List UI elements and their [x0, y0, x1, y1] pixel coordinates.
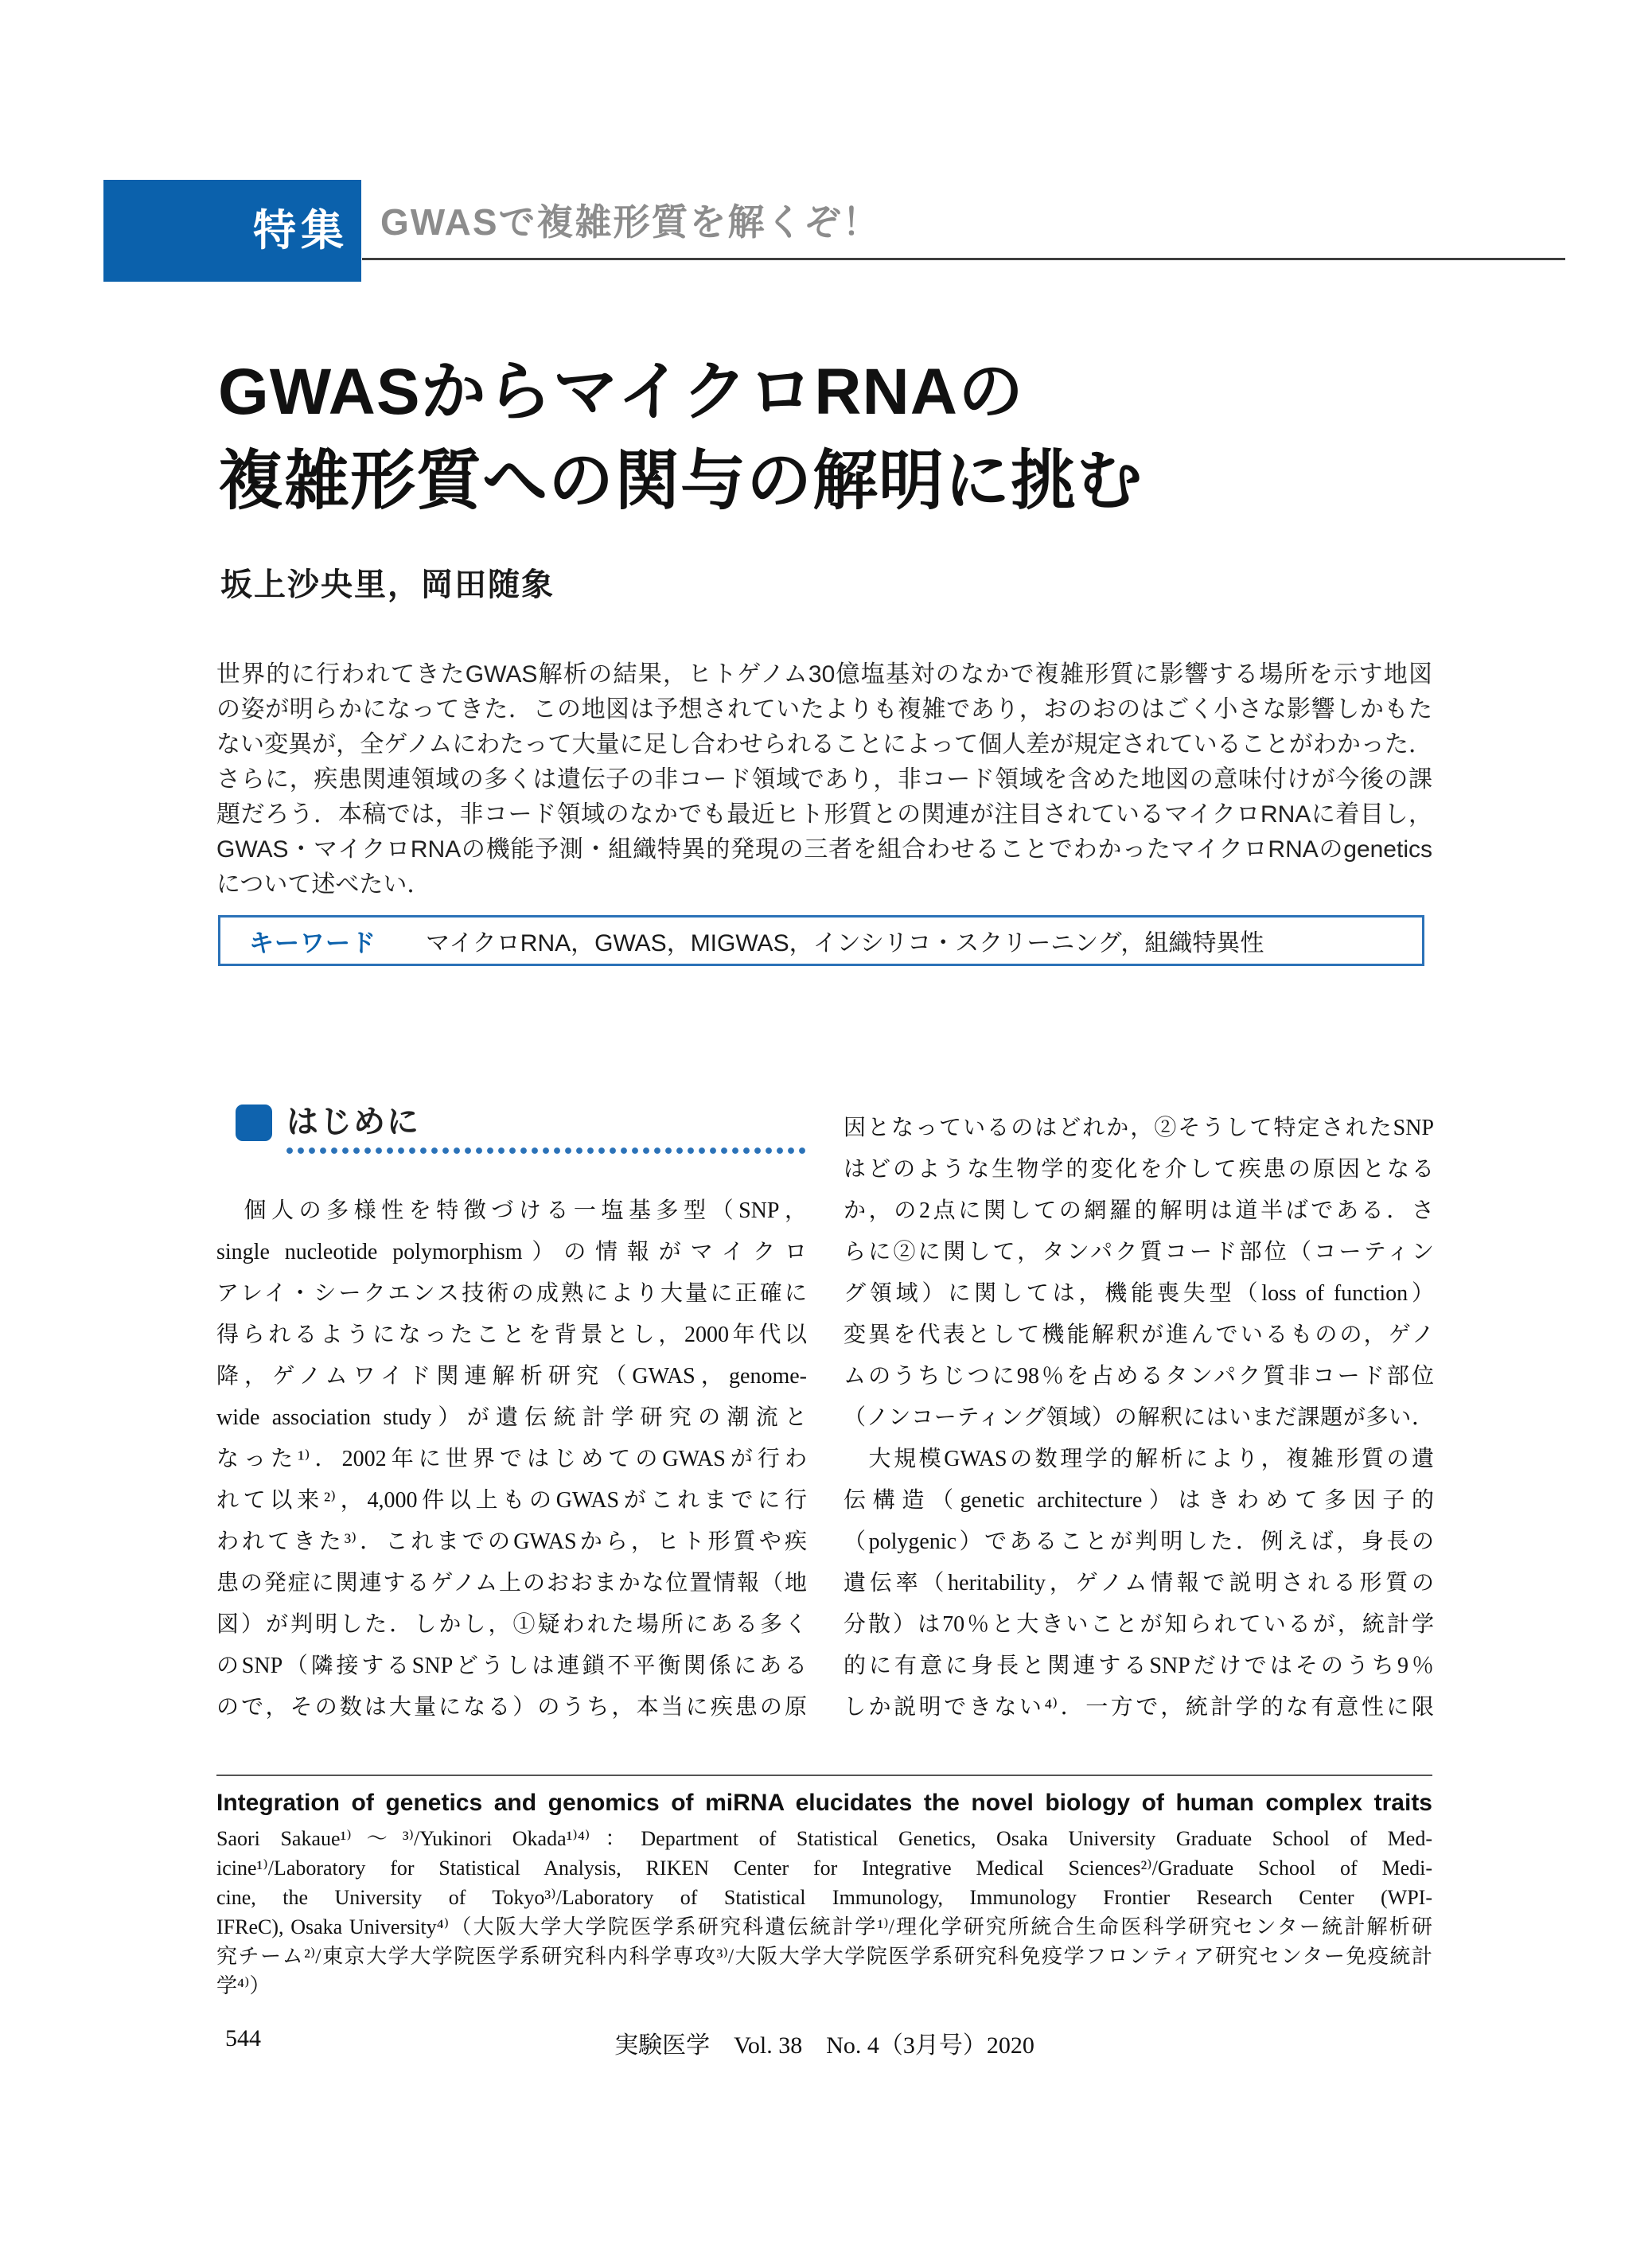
keywords-box — [218, 915, 1424, 966]
body-line: （ノンコーティング領域）の解釈にはいまだ課題が多い． — [844, 1405, 1434, 1430]
body-line: wide association study）が遺伝統計学研究の潮流と — [216, 1405, 807, 1430]
footnote-line: cine, the University of Tokyo³⁾/Laboratory of Statistical Immunology, Immunology Frontier Research Center (WPI- — [216, 1886, 1432, 1909]
journal-info: 実験医学 Vol. 38 No. 4（3月号）2020 — [614, 2032, 1034, 2059]
section-dotted-rule — [286, 1147, 805, 1155]
article-title-line1: GWASからマイクロRNAの — [218, 356, 1024, 428]
body-line: 分散）は70％と大きいことが知られているが，統計学 — [844, 1612, 1434, 1637]
series-label: 特集 — [253, 207, 349, 255]
body-line: ムのうちじつに98％を占めるタンパク質非コード部位 — [844, 1364, 1434, 1389]
body-line: 得られるようになったことを背景とし，2000年代以 — [216, 1323, 807, 1347]
section-title: はじめに — [286, 1105, 420, 1140]
body-line: はどのような生物学的変化を介して疾患の原因となる — [844, 1157, 1434, 1182]
body-line: 降，ゲノムワイド関連解析研究（GWAS，genome- — [216, 1364, 807, 1389]
series-title: GWASで複雑形質を解くぞ！ — [380, 201, 881, 243]
body-line: ので，その数は大量になる）のうち，本当に疾患の原 — [216, 1695, 807, 1720]
body-line: 変異を代表として機能解釈が進んでいるものの，ゲノ — [844, 1323, 1434, 1347]
body-line: 患の発症に関連するゲノム上のおおまかな位置情報（地 — [216, 1571, 807, 1595]
body-line: れて以来²⁾，4,000件以上ものGWASがこれまでに行 — [216, 1488, 807, 1513]
abstract-line: 世界的に行われてきたGWAS解析の結果，ヒトゲノム30億塩基対のなかで複雑形質に影響する場所を示す地図 — [216, 661, 1432, 688]
body-line: （polygenic）であることが判明した．例えば，身長の — [844, 1529, 1434, 1554]
footnote-title-en: Integration of genetics and genomics of miRNA elucidates the novel biology of human complex traits — [216, 1790, 1432, 1816]
keywords-label: キーワード — [249, 929, 376, 957]
authors: 坂上沙央里，岡田随象 — [220, 567, 555, 602]
body-line: われてきた³⁾．これまでのGWASから，ヒト形質や疾 — [216, 1529, 807, 1554]
body-line: のSNP（隣接するSNPどうしは連鎖不平衡関係にある — [216, 1654, 807, 1678]
body-line: 因となっているのはどれか，②そうして特定されたSNP — [844, 1116, 1434, 1140]
article-title-line2: 複雑形質への関与の解明に挑む — [218, 445, 1144, 517]
body-column-left — [216, 1190, 807, 1728]
footnote-line: IFReC), Osaka University⁴⁾（大阪大学大学院医学系研究科遺伝統計学¹⁾/理化学研究所統合生命医科学研究センター統計解析研 — [216, 1915, 1432, 1938]
abstract — [216, 657, 1432, 902]
footnote-line: 学⁴⁾） — [216, 1974, 271, 1997]
body-line: か，の2点に関しての網羅的解明は道半ばである．さ — [844, 1198, 1434, 1223]
body-line: 的に有意に身長と関連するSNPだけではそのうち9％ — [844, 1654, 1434, 1678]
footnote-line: Saori Sakaue¹⁾～³⁾/Yukinori Okada¹⁾⁴⁾：Department of Statistical Genetics, Osaka University Graduate School of Med- — [216, 1827, 1432, 1850]
keywords-text: マイクロRNA，GWAS，MIGWAS，インシリコ・スクリーニング，組織特異性 — [426, 930, 1264, 956]
body-line: グ領域）に関しては，機能喪失型（loss of function） — [844, 1281, 1434, 1306]
section-marker-icon — [236, 1105, 272, 1141]
body-line: 大規模GWASの数理学的解析により，複雑形質の遺 — [844, 1447, 1434, 1471]
abstract-line: さらに，疾患関連領域の多くは遺伝子の非コード領域であり，非コード領域を含めた地図の意味付けが今後の課 — [216, 766, 1432, 793]
header-rule — [362, 258, 1565, 260]
abstract-line: GWAS・マイクロRNAの機能予測・組織特異的発現の三者を組合わせることでわかったマイクロRNAのgenetics — [216, 836, 1432, 863]
body-column-right — [844, 1108, 1434, 1728]
footnote-affiliations — [216, 1824, 1432, 2001]
footnote-line: 究チーム²⁾/東京大学大学院医学系研究科内科学専攻³⁾/大阪大学大学院医学系研究科免疫学フロンティア研究センター免疫統計 — [216, 1945, 1432, 1968]
page-number: 544 — [225, 2025, 261, 2051]
body-line: しか説明できない⁴⁾．一方で，統計学的な有意性に限 — [844, 1695, 1434, 1720]
abstract-line: 題だろう．本稿では，非コード領域のなかでも最近ヒト形質との関連が注目されているマイクロRNAに着目し， — [216, 801, 1432, 828]
body-line: 個人の多様性を特徴づける一塩基多型（SNP， — [216, 1198, 807, 1223]
body-line: 伝構造（genetic architecture）はきわめて多因子的 — [844, 1488, 1434, 1513]
series-label-box — [103, 180, 361, 282]
article-title — [218, 348, 1143, 526]
body-line: なった¹⁾．2002年に世界ではじめてのGWASが行わ — [216, 1447, 807, 1471]
body-line: single nucleotide polymorphism）の情報がマイクロ — [216, 1240, 807, 1264]
body-line: 遺伝率（heritability，ゲノム情報で説明される形質の — [844, 1571, 1434, 1595]
body-line: 図）が判明した．しかし，①疑われた場所にある多く — [216, 1612, 807, 1637]
body-line: アレイ・シークエンス技術の成熟により大量に正確に — [216, 1281, 807, 1306]
abstract-line: について述べたい． — [216, 871, 431, 898]
body-line: らに②に関して，タンパク質コード部位（コーティン — [844, 1240, 1434, 1264]
footnote-separator — [216, 1775, 1432, 1776]
abstract-line: の姿が明らかになってきた．この地図は予想されていたよりも複雑であり，おのおのはごく小さな影響しかもた — [216, 696, 1432, 723]
footnote-line: icine¹⁾/Laboratory for Statistical Analysis, RIKEN Center for Integrative Medical Sciences²⁾/Graduate School of Medi- — [216, 1856, 1432, 1880]
abstract-line: ない変異が，全ゲノムにわたって大量に足し合わせられることによって個人差が規定されていることがわかった． — [216, 731, 1432, 758]
